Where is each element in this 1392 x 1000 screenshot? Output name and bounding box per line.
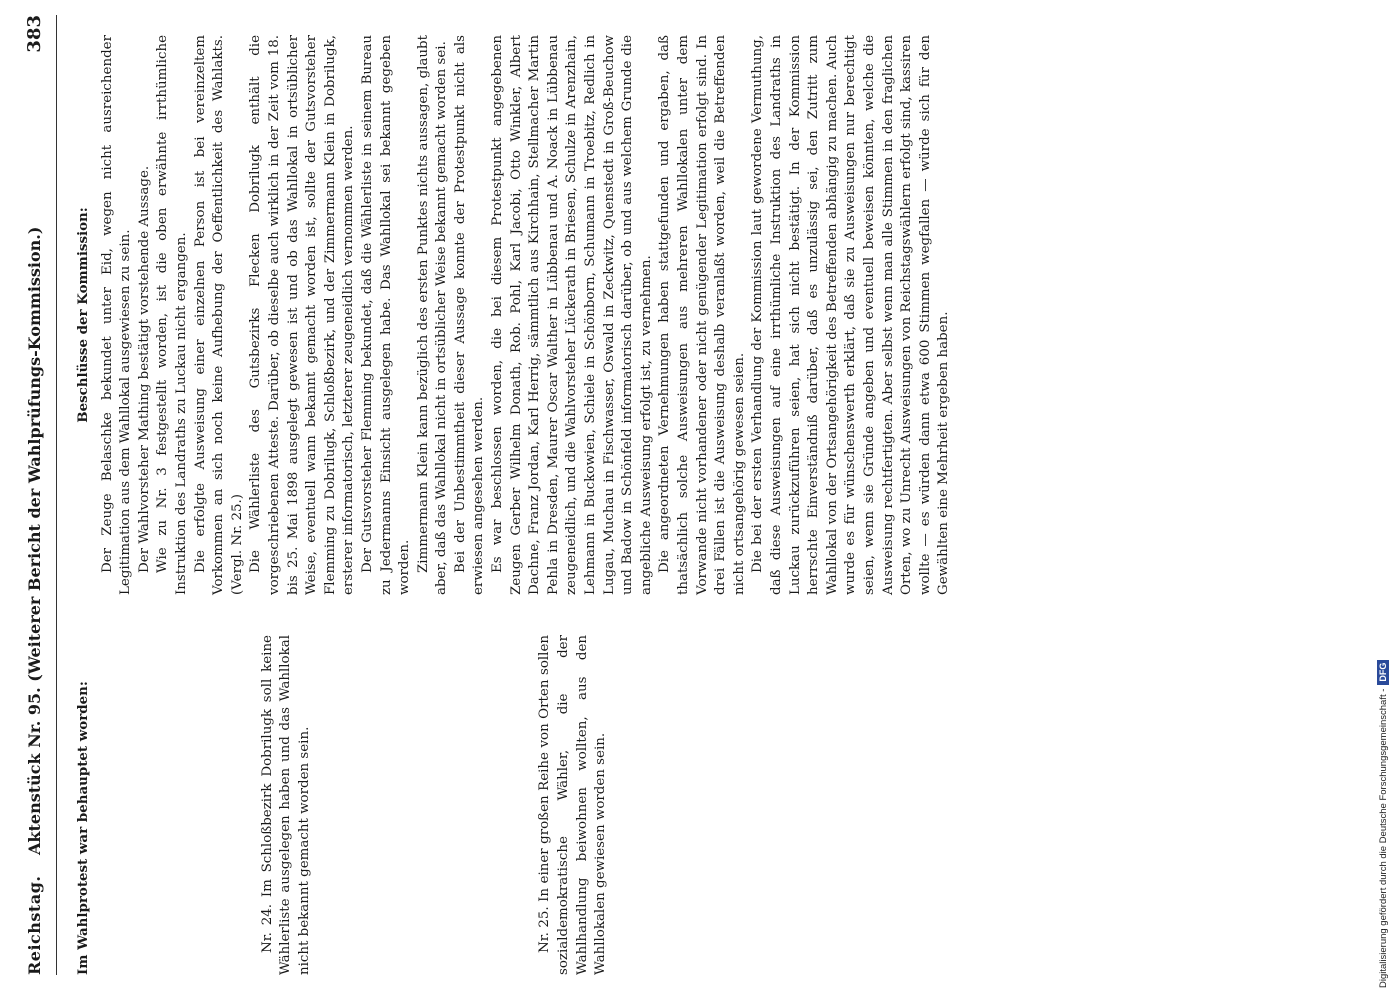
commission-heading: Beschlüsse der Kommission:: [75, 207, 91, 423]
paragraph: Die Wählerliste des Gutsbezirks Flecken Dobrilugk enthält die vorgeschriebenen Atteste. Darüber, ob dieselbe auch wirklich in der Zeit vom 18. bis 25. Mai 1898 ausgelegt gewesen ist und ob das Wahllokal in ortsüblicher Weise, eventuell wann bekannt gemacht worden ist, sollte der Gutsvorsteher Flemming zu Dobrilugk, Schloßbezirk, und der Zimmermann Klein in Dobrilugk, ersterer informatorisch, letzterer zeugeneidlich vernommen werden.: [248, 35, 357, 595]
paragraph: Wie zu Nr. 3 festgestellt worden, ist die oben erwähnte irrthümliche Instruktion des Landraths zu Luckau nicht ergangen.: [155, 35, 189, 595]
paragraph: Der Gutsvorsteher Flemming bekundet, daß die Wählerliste in seinem Bureau zu Jedermanns Einsicht ausgelegen habe. Das Wahllokal sei bekannt gegeben worden.: [359, 35, 413, 595]
right-column: [74, 35, 954, 595]
paragraph: Der Zeuge Belaschke bekundet unter Eid, wegen nicht ausreichender Legitimation aus dem Wahllokal ausgewiesen zu sein.: [99, 35, 134, 595]
paragraph: Bei der Unbestimmtheit dieser Aussage konnte der Protestpunkt nicht als erwiesen angesehen werden.: [452, 35, 487, 595]
digitization-note: [1362, 8, 1389, 988]
paragraph: Der Wahlvorsteher Mathing bestätigt vorstehende Aussage.: [136, 165, 152, 573]
page-header: [22, 15, 48, 975]
paragraph: Zimmermann Klein kann bezüglich des ersten Punktes nichts aussagen, glaubt aber, daß das Wahllokal nicht in ortsüblicher Weise bekannt gemacht worden sei.: [415, 35, 450, 595]
document-page: [22, 15, 1362, 975]
paragraph: Die erfolgte Ausweisung einer einzelnen Person ist bei vereinzeltem Vorkommen an sich noch keine Aufhebung der Oeffentlichkeit des Wahlakts. (Vergl. Nr. 25.): [192, 35, 245, 595]
digitization-note-text: Digitalisierung gefördert durch die Deutsche Forschungsgemeinschaft -: [1378, 688, 1389, 988]
protest-item-24: Nr. 24. Im Schloßbezirk Dobrilugk soll keine Wählerliste ausgelegen haben und das Wahllokal nicht bekannt gemacht worden sein.: [259, 635, 312, 975]
header-left: Reichstag.: [25, 875, 44, 975]
paragraph: Die angeordneten Vernehmungen haben stattgefunden und ergaben, daß thatsächlich solche Ausweisungen aus mehreren Wahllokalen unter dem Vorwande nicht vorhandener oder nicht genügender Legitimation erfolgt sind. In drei Fällen ist die Ausweisung deshalb veranlaßt worden, weil die Betreffenden nicht ortsangehörig gewesen seien.: [657, 35, 747, 595]
header-title: Aktenstück Nr. 95. (Weiterer Bericht der Wahlprüfungs-Kommission.): [25, 226, 44, 855]
header-rule: [56, 15, 57, 975]
dfg-logo: DFG: [1377, 660, 1389, 685]
left-column-intro: Im Wahlprotest war behauptet worden:: [75, 681, 91, 975]
paragraph: Die bei der ersten Verhandlung der Kommission laut gewordene Vermuthung, daß diese Ausweisungen auf eine irrthümliche Instruktion des Landraths in Luckau zurückzuführen seien, hat sich nicht bestätigt. In der Kommission herrschte Einverständniß darüber, daß es unzulässig sei, den Zutritt zum Wahllokal von der Ortsangehörigkeit des Betreffenden abhängig zu machen. Auch wurde es für wünschenswerth erklärt, daß sie zu Ausweisungen nur berechtigt seien, wenn sie Gründe angeben und eventuell beweisen könnten, welche die Ausweisung rechtfertigten. Aber selbst wenn man alle Stimmen in den fraglichen Orten, wo zu Unrecht Ausweisungen von Reichstagswählern erfolgt sind, kassiren wollte — es würden dann etwa 600 Stimmen wegfallen — würde sich für den Gewählten eine Mehrheit ergeben haben.: [750, 35, 952, 595]
protest-item-25: Nr. 25. In einer großen Reihe von Orten sollen sozialdemokratische Wähler, die der Wahlhandlung beiwohnen wollten, aus den Wahllokalen gewiesen worden sein.: [537, 635, 609, 975]
left-column: [74, 635, 611, 975]
paragraph: Es war beschlossen worden, die bei diesem Protestpunkt angegebenen Zeugen Gerber Wilhelm Donath, Rob. Pohl, Karl Jacobi, Otto Winkler, Albert Dachne, Franz Jordan, Karl Herrig, sämmtlich aus Kirchhain, Stellmacher Martin Pehla in Dresden, Maurer Oscar Walther in Lübbenau und A. Noack in Lübbenau zeugeneidlich, und die Wahlvorsteher Lückerath in Briesen, Schulze in Arenzhain, Lehmann in Buckowien, Schiele in Schönborn, Schumann in Troebitz, Redlich in Lugau, Muchau in Fischwasser, Oswald in Zeckwitz, Quenstedt in Groß-Beuchow und Badow in Schönfeld informatorisch darüber, ob und aus welchem Grunde die angebliche Ausweisung erfolgt ist, zu vernehmen.: [490, 34, 654, 595]
page-number: 383: [24, 15, 45, 53]
